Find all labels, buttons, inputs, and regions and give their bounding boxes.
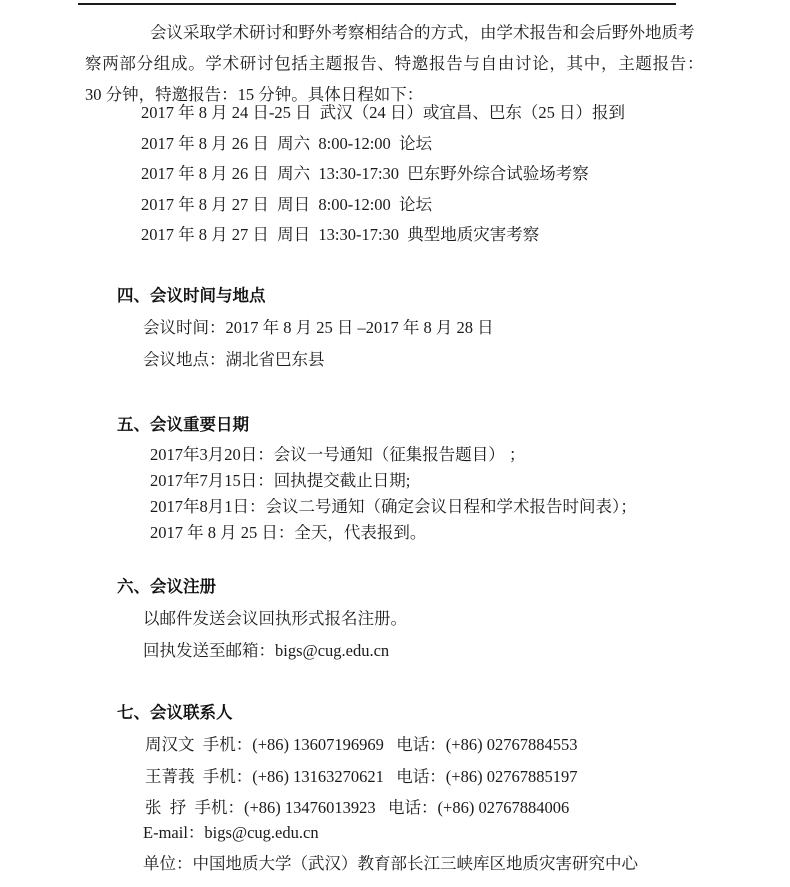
important-date-item: 2017年3月20日：会议一号通知（征集报告题目） ； (150, 445, 526, 464)
important-date-item: 2017年8月1日：会议二号通知（确定会议日程和学术报告时间表）； (150, 497, 637, 516)
meeting-time-line: 会议时间：2017 年 8 月 25 日 –2017 年 8 月 28 日 (143, 318, 494, 337)
intro-line-3: 30 分钟，特邀报告：15 分钟。具体日程如下： (85, 85, 424, 104)
top-rule (78, 3, 676, 5)
contact-row: 张 抒 手机：(+86) 13476013923 电话：(+86) 02767884006 (145, 798, 570, 817)
intro-line-2: 察两部分组成。学术研讨包括主题报告、特邀报告与自由讨论，其中，主题报告： (85, 54, 705, 73)
schedule-item: 2017 年 8 月 26 日 周六 13:30-17:30 巴东野外综合试验场考察 (141, 164, 589, 183)
contact-org-line: 单位：中国地质大学（武汉）教育部长江三峡库区地质灾害研究中心 (143, 854, 638, 873)
important-date-item: 2017年7月15日：回执提交截止日期; (150, 471, 411, 490)
schedule-item: 2017 年 8 月 26 日 周六 8:00-12:00 论坛 (141, 134, 433, 153)
schedule-item: 2017 年 8 月 27 日 周日 8:00-12:00 论坛 (141, 195, 433, 214)
contact-email-line: E-mail：bigs@cug.edu.cn (143, 823, 319, 842)
registration-line: 以邮件发送会议回执形式报名注册。 (143, 609, 407, 628)
schedule-item: 2017 年 8 月 27 日 周日 13:30-17:30 典型地质灾害考察 (141, 225, 540, 244)
contact-row: 周汉文 手机：(+86) 13607196969 电话：(+86) 02767884553 (145, 735, 578, 754)
section-heading-registration: 六、会议注册 (117, 578, 216, 596)
meeting-place-line: 会议地点：湖北省巴东县 (143, 350, 325, 369)
section-heading-important-dates: 五、会议重要日期 (117, 416, 249, 434)
section-heading-contacts: 七、会议联系人 (117, 704, 233, 722)
section-heading-time-place: 四、会议时间与地点 (117, 287, 266, 305)
schedule-item: 2017 年 8 月 24 日-25 日 武汉（24 日）或宜昌、巴东（25 日）报到 (141, 103, 625, 122)
important-date-item: 2017 年 8 月 25 日：全天，代表报到。 (150, 523, 427, 542)
contact-row: 王菁莪 手机：(+86) 13163270621 电话：(+86) 02767885197 (145, 767, 578, 786)
registration-email-line: 回执发送至邮箱：bigs@cug.edu.cn (143, 641, 390, 660)
intro-line-1: 会议采取学术研讨和野外考察相结合的方式，由学术报告和会后野外地质考 (150, 23, 695, 42)
